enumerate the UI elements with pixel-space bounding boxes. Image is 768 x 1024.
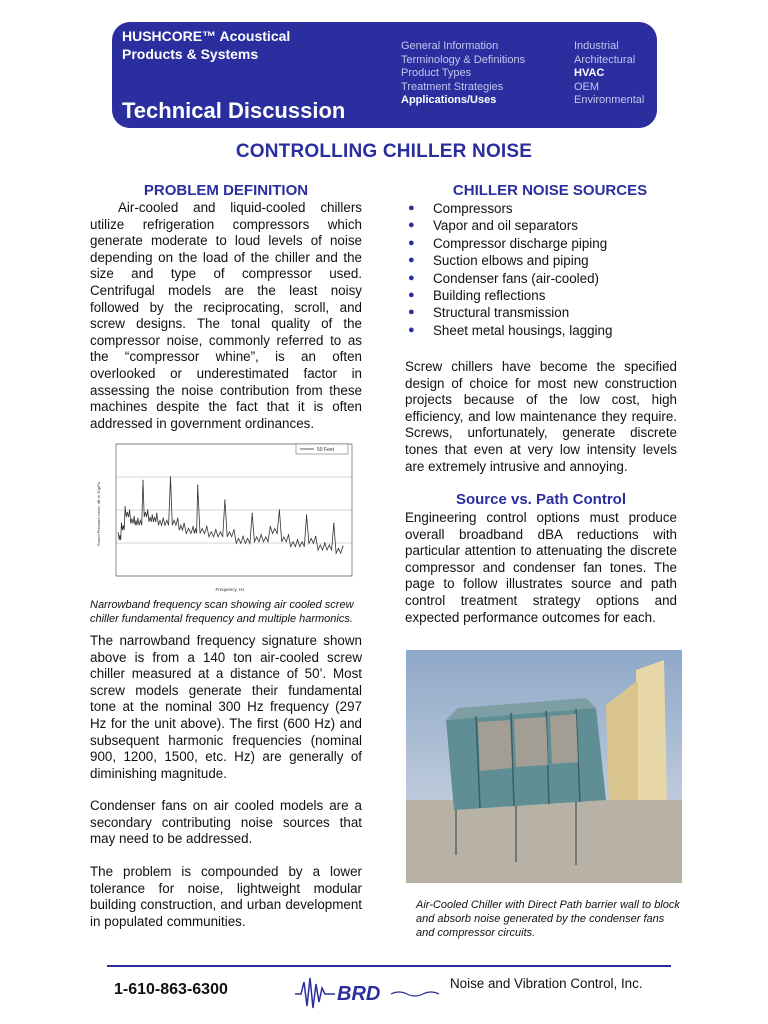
source-path-heading: Source vs. Path Control xyxy=(455,491,627,508)
problem-definition-text: Air-cooled and liquid-cooled chillers utilize refrigeration compressors which generate moderate to loud levels of noise depending on the load of the chiller and the size and type of compressor used. Centrifugal models are the least noisy followed by the reciprocating, scroll, and screw designs. The tonal quality of the compressor noise, commonly referred to as the “compressor whine”, is an often overlooked or underestimated factor in assessing the noise contribution from these machines despite the fact that it is often addressed in government ordinances. xyxy=(90,200,362,431)
problem-compounded-text: The problem is compounded by a lower tolerance for noise, lightweight modular building construction, and urban development in populated communities. xyxy=(90,864,362,929)
chart-point xyxy=(134,516,135,517)
nav-topics xyxy=(401,40,525,108)
chart-point xyxy=(224,500,225,501)
bullet-icon: ● xyxy=(408,254,415,267)
chiller-photo xyxy=(406,650,682,883)
nav-item-oem[interactable]: OEM xyxy=(574,80,600,93)
roof-deck xyxy=(406,800,682,883)
nav-item-applications[interactable]: Applications/Uses xyxy=(401,94,497,107)
list-item: ● Sheet metal housings, lagging xyxy=(408,322,613,338)
nav-item-treatment-strategies[interactable]: Treatment Strategies xyxy=(401,80,504,93)
chart-point xyxy=(279,509,280,510)
chart-legend-label: 50 Feet xyxy=(317,447,334,453)
source-path-text: Engineering control options must produce overall broadband dBA reductions with particular attention to attenuating the discrete compressor and condenser fan tones. The page to follow illustrates source and path control treatment strategy options and expected performance outcomes for each. xyxy=(405,510,677,625)
nav-item-terminology[interactable]: Terminology & Definitions xyxy=(401,53,526,66)
brd-logo xyxy=(295,972,445,1012)
photo-caption: Air-Cooled Chiller with Direct Path barrier wall to block and absorb noise generated by the condenser fans and compressor circuits. xyxy=(416,899,680,939)
list-item: ● Suction elbows and piping xyxy=(408,253,589,269)
list-item: ● Structural transmission xyxy=(408,305,570,321)
logo-text: BRD xyxy=(337,983,381,1005)
footer-divider xyxy=(107,965,671,967)
waveform-icon xyxy=(295,978,335,1008)
chart-point xyxy=(147,509,148,510)
chart-point xyxy=(306,514,307,515)
nav-item-product-types[interactable]: Product Types xyxy=(401,67,472,80)
chart-point xyxy=(142,480,143,481)
noise-sources-list xyxy=(405,200,695,339)
list-item: ● Compressors xyxy=(408,201,513,216)
nav-item-industrial[interactable]: Industrial xyxy=(574,40,619,52)
chart-point xyxy=(233,529,234,530)
chart-point xyxy=(183,523,184,524)
list-item: ● Vapor and oil separators xyxy=(408,218,578,234)
chart-point xyxy=(156,513,157,514)
chart-point xyxy=(206,526,207,527)
chart-point xyxy=(124,506,125,507)
bullet-icon: ● xyxy=(408,236,415,249)
chart-xlabel: Frequency, Hz xyxy=(215,587,245,592)
frequency-scan-chart xyxy=(90,436,360,594)
condenser-fans-text: Condenser fans on air cooled models are a secondary contributing noise sources that may need to be addressed. xyxy=(90,798,362,847)
chart-point xyxy=(297,539,298,540)
chart-point xyxy=(333,523,334,524)
bullet-icon: ● xyxy=(408,306,415,319)
chart-ylabel: Sound Pressure Level, dB re 20µPa xyxy=(96,482,101,546)
noise-sources-heading: CHILLER NOISE SOURCES xyxy=(452,182,648,199)
company-name: Noise and Vibration Control, Inc. xyxy=(450,976,643,991)
phone-number: 1-610-863-6300 xyxy=(114,981,228,998)
nav-item-hvac[interactable]: HVAC xyxy=(574,67,605,80)
problem-definition-heading: PROBLEM DEFINITION xyxy=(143,182,309,199)
chart-point xyxy=(315,536,316,537)
chart-point xyxy=(170,476,171,477)
header-title: Technical Discussion xyxy=(122,98,346,123)
bullet-icon: ● xyxy=(408,271,415,284)
bullet-icon: ● xyxy=(408,289,415,302)
chart-point xyxy=(197,485,198,486)
chart-point xyxy=(121,523,122,524)
chart-point xyxy=(193,526,194,527)
chart-point xyxy=(177,518,178,519)
chart-point xyxy=(137,518,138,519)
chart-point xyxy=(242,536,243,537)
logo-tail-wave xyxy=(391,992,439,996)
chart-point xyxy=(261,534,262,535)
chart-point xyxy=(118,533,119,534)
bullet-icon: ● xyxy=(408,202,415,214)
chart-background xyxy=(90,436,360,594)
condenser-coils xyxy=(478,714,578,771)
chart-point xyxy=(129,509,130,510)
nav-item-environmental[interactable]: Environmental xyxy=(574,94,645,107)
list-item: ● Condenser fans (air-cooled) xyxy=(408,270,599,286)
chart-point xyxy=(215,529,216,530)
narrowband-text: The narrowband frequency signature shown above is from a 140 ton air-cooled screw chiller measured at a distance of 50’. Most screw models generate their fundamental tone at the nominal 300 Hz frequency (297 Hz for the unit above). The first (600 Hz) and subsequent harmonic frequencies (nominal 900, 1200, 1500, etc. Hz) are generally of diminishing magnitude. xyxy=(90,633,362,781)
nav-item-general-information[interactable]: General Information xyxy=(401,40,499,52)
chart-point xyxy=(252,513,253,514)
screw-chillers-text: Screw chillers have become the specified design of choice for most new construction projects because of the low cost, high efficiency, and low maintenance they require. Screws, unfortunately, generate discrete tones that even at very low intensity levels are extremely intrusive and annoying. xyxy=(405,359,677,474)
chart-point xyxy=(270,526,271,527)
page-title: CONTROLLING CHILLER NOISE xyxy=(235,141,533,162)
chart-point xyxy=(342,546,343,547)
chart-point xyxy=(324,542,325,543)
bullet-icon: ● xyxy=(408,323,415,336)
brand-name: HUSHCORE™ Acoustical xyxy=(122,28,291,44)
chart-point xyxy=(288,534,289,535)
header-banner xyxy=(112,22,657,128)
list-item: ● Compressor discharge piping xyxy=(408,235,608,251)
list-item: ● Building reflections xyxy=(408,288,546,304)
chart-caption: Narrowband frequency scan showing air cooled screw chiller fundamental frequency and multiple harmonics. xyxy=(90,599,354,625)
brand-subtitle: Products & Systems xyxy=(122,46,259,62)
chart-point xyxy=(152,514,153,515)
nav-markets xyxy=(574,40,644,108)
bullet-icon: ● xyxy=(408,219,415,232)
chart-point xyxy=(163,518,164,519)
nav-item-architectural[interactable]: Architectural xyxy=(574,53,636,66)
